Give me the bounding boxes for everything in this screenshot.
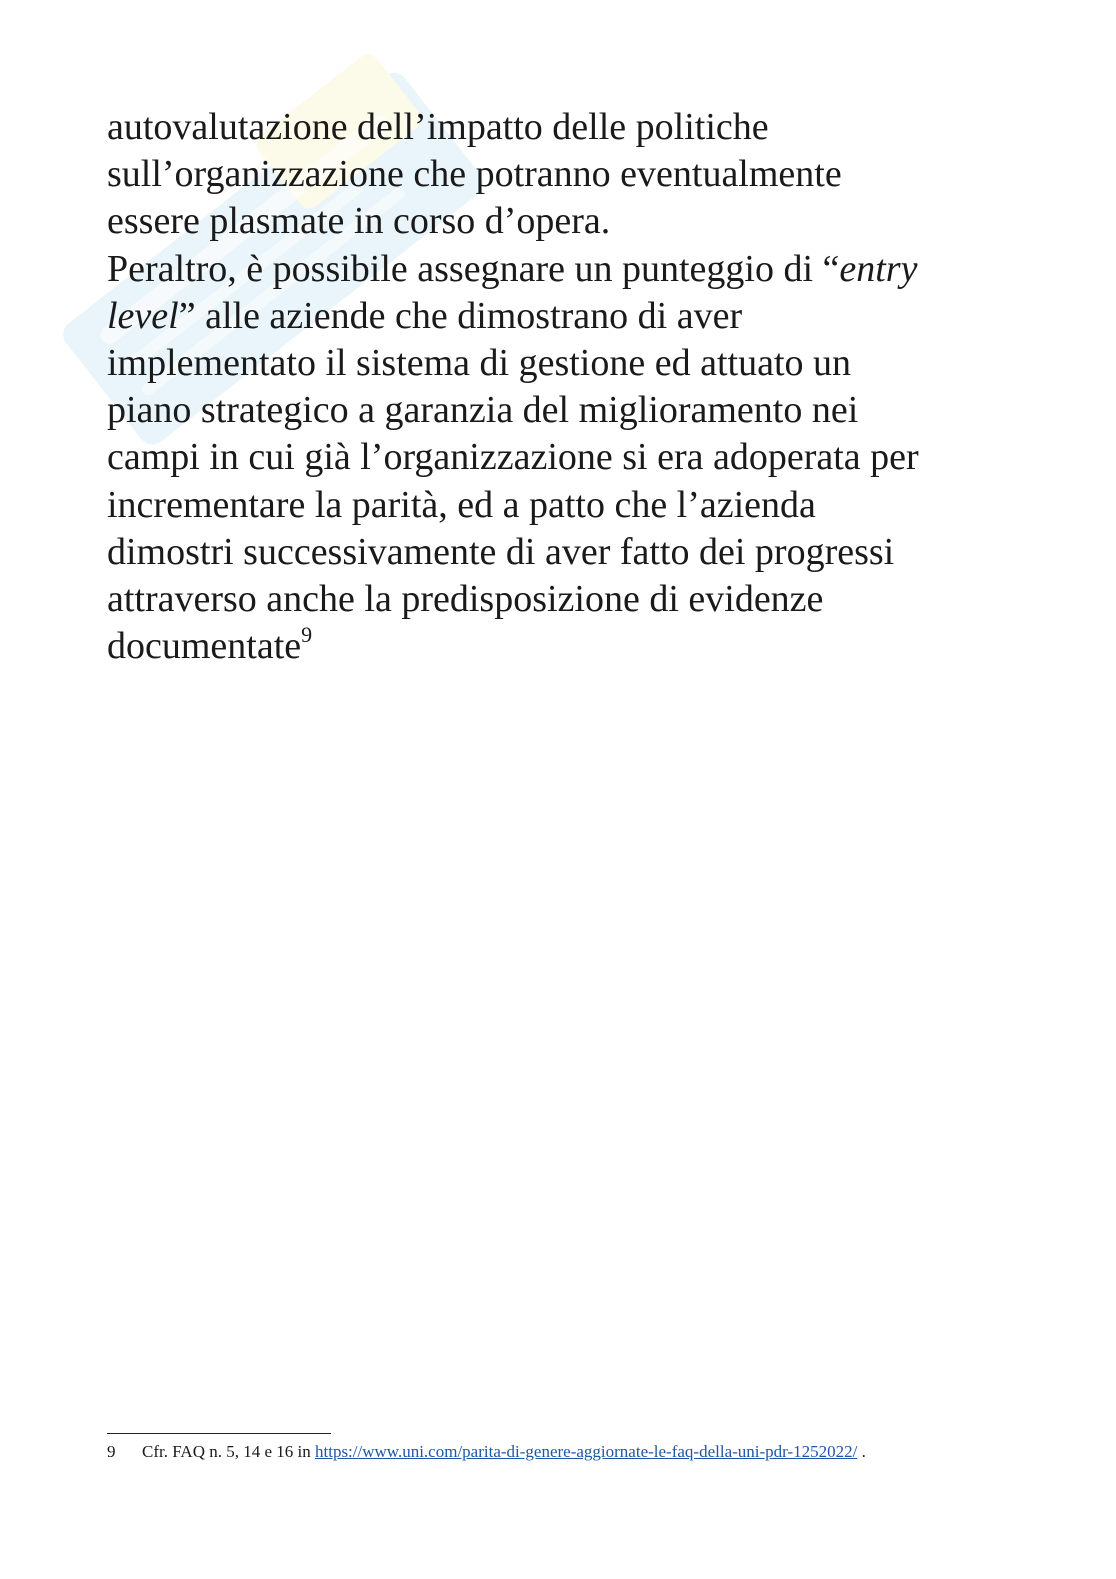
body-line: implementato il sistema di gestione ed attuato un xyxy=(107,342,852,385)
body-text-segment: documentate xyxy=(107,625,302,668)
italic-term: level xyxy=(107,294,179,337)
body-line: essere plasmate in corso d’opera. xyxy=(107,200,611,243)
body-text-segment: ” alle aziende che dimostrano di aver xyxy=(178,294,743,337)
body-line xyxy=(107,623,1007,670)
italic-term: entry xyxy=(839,247,918,290)
body-text-segment: Peraltro, è possibile assegnare un punteggio di “ xyxy=(107,247,840,290)
footnote-text: Cfr. FAQ n. 5, 14 e 16 in xyxy=(142,1442,315,1461)
body-line: piano strategico a garanzia del miglioramento nei xyxy=(107,389,859,432)
footnote-number: 9 xyxy=(107,1442,116,1461)
footnote-reference[interactable]: 9 xyxy=(301,622,313,648)
footnote-trailing: . xyxy=(857,1442,866,1461)
body-paragraph xyxy=(107,104,1007,670)
body-line: incrementare la parità, ed a patto che l’azienda xyxy=(107,483,816,526)
body-line xyxy=(107,246,1007,293)
body-line: attraverso anche la predisposizione di evidenze xyxy=(107,578,824,621)
body-line: sull’organizzazione che potranno eventualmente xyxy=(107,153,842,196)
footnote-separator xyxy=(107,1433,331,1434)
body-line xyxy=(107,293,1007,340)
footnote-link[interactable]: https://www.uni.com/parita-di-genere-aggiornate-le-faq-della-uni-pdr-1252022/ xyxy=(315,1442,858,1461)
body-line: campi in cui già l’organizzazione si era adoperata per xyxy=(107,436,919,479)
body-line: dimostri successivamente di aver fatto dei progressi xyxy=(107,530,895,573)
body-line: autovalutazione dell’impatto delle politiche xyxy=(107,106,769,148)
footnote xyxy=(107,1441,866,1463)
